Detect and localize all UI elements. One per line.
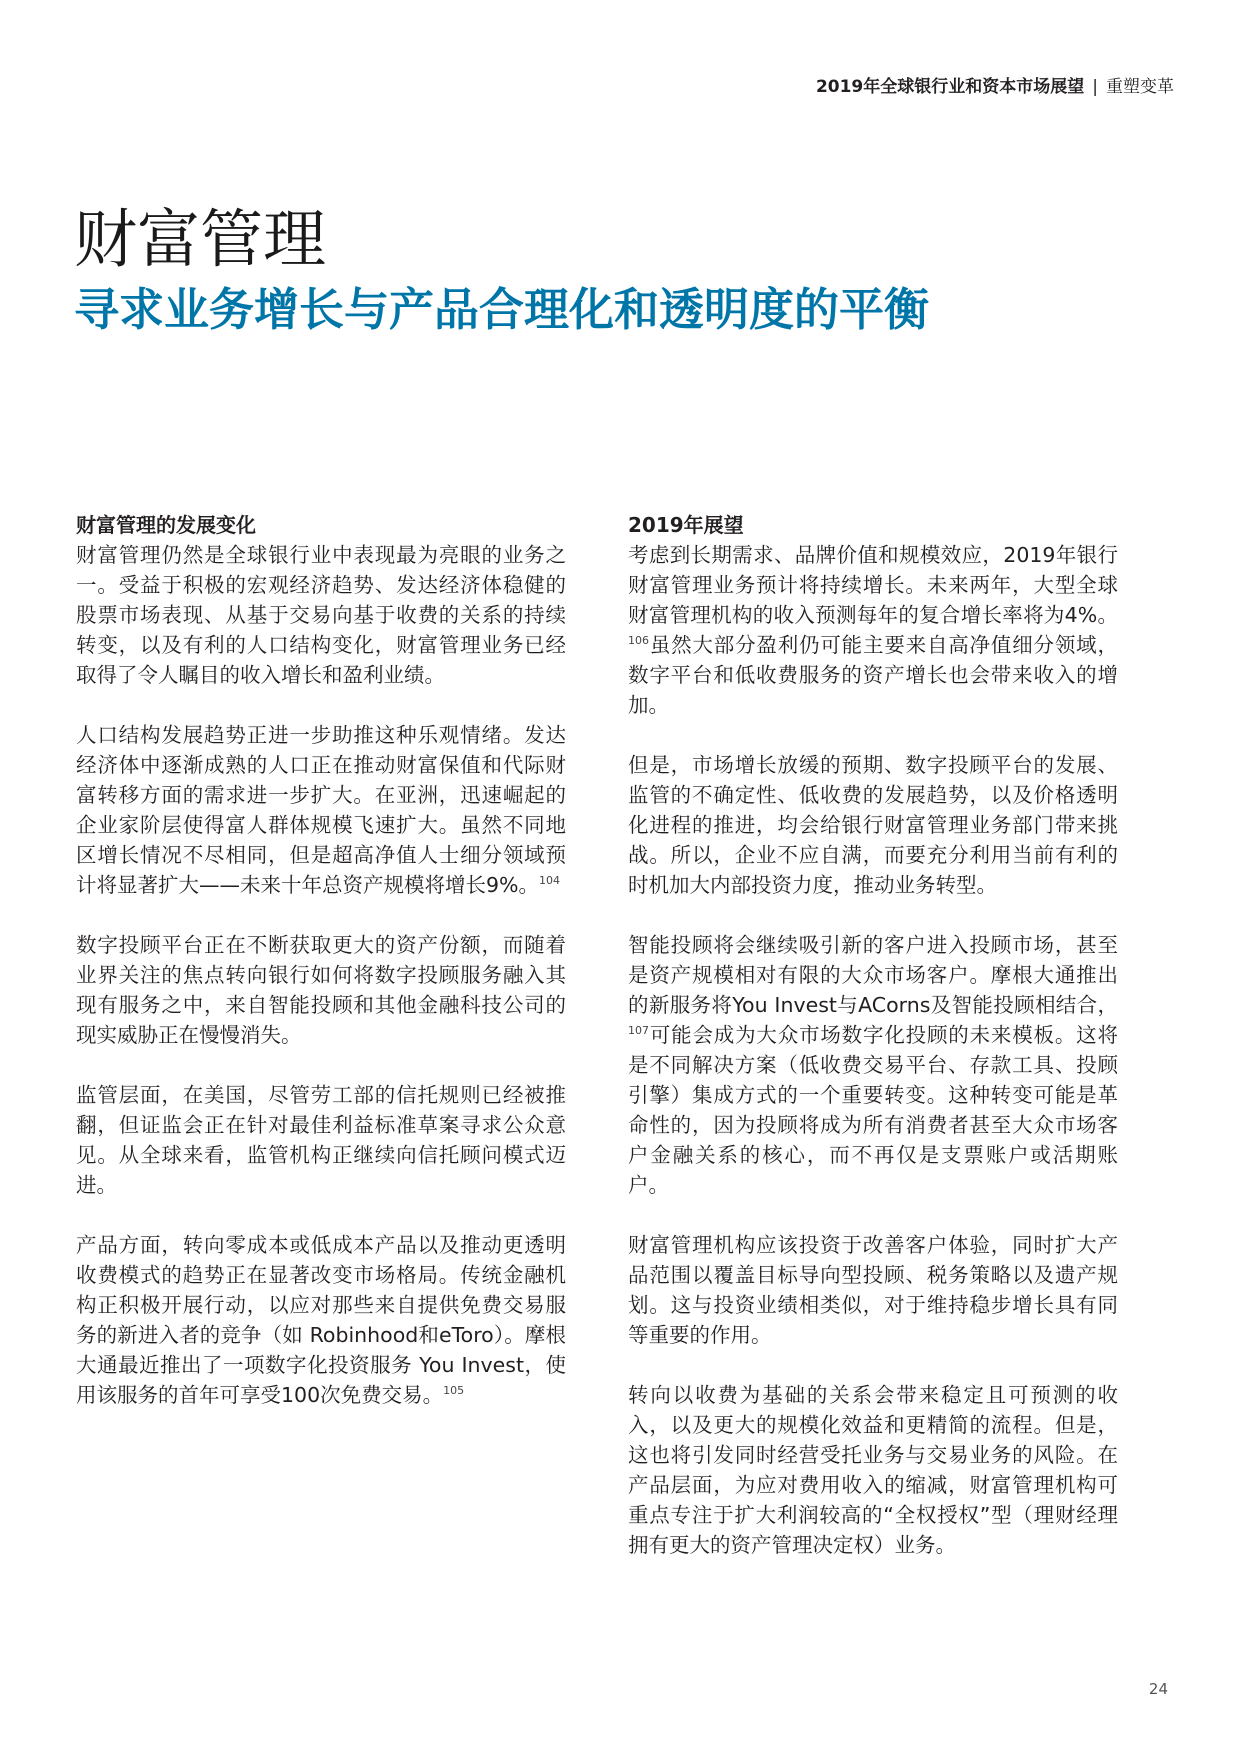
header-separator: | bbox=[1092, 77, 1098, 97]
page-title: 财富管理 bbox=[74, 203, 326, 276]
paragraph: 但是，市场增长放缓的预期、数字投顾平台的发展、监管的不确定性、低收费的发展趋势，以及价格透明化进程的推进，均会给银行财富管理业务部门带来挑战。所以，企业不应自满，而要充分利用当前有利的时机加大内部投资力度，推动业务转型。 bbox=[628, 753, 1118, 897]
paragraph: 监管层面，在美国，尽管劳工部的信托规则已经被推翻，但证监会正在针对最佳利益标准草案寻求公众意见。从全球来看，监管机构正继续向信托顾问模式迈进。 bbox=[76, 1083, 566, 1197]
footnote-ref[interactable]: 105 bbox=[443, 1384, 465, 1398]
paragraph: 财富管理仍然是全球银行业中表现最为亮眼的业务之一。受益于积极的宏观经济趋势、发达经济体稳健的股票市场表现、从基于交易向基于收费的关系的持续转变，以及有利的人口结构变化，财富管理业务已经取得了令人瞩目的收入增长和盈利业绩。 bbox=[76, 543, 566, 687]
footnote-ref[interactable]: 104 bbox=[539, 874, 561, 888]
paragraph: 财富管理机构应该投资于改善客户体验，同时扩大产品范围以覆盖目标导向型投顾、税务策略以及遗产规划。这与投资业绩相类似，对于维持稳步增长具有同等重要的作用。 bbox=[628, 1233, 1118, 1347]
running-header bbox=[816, 72, 1174, 97]
paragraph: 智能投顾将会继续吸引新的客户进入投顾市场，甚至是资产规模相对有限的大众市场客户。摩根大通推出的新服务将You Invest与ACorns及智能投顾相结合，$^{107}$可能会成为大众市场数字化投顾的未来模板。这将是不同解决方案（低收费交易平台、存款工具、投顾引擎）集成方式的一个重要转变。这种转变可能是革命性的，因为投顾将成为所有消费者甚至大众市场客户金融关系的核心，而不再仅是支票账户或活期账户。 bbox=[628, 933, 1118, 1197]
paragraph: 人口结构发展趋势正进一步助推这种乐观情绪。发达经济体中逐渐成熟的人口正在推动财富保值和代际财富转移方面的需求进一步扩大。在亚洲，迅速崛起的企业家阶层使得富人群体规模飞速扩大。虽然不同地区增长情况不尽相同，但是超高净值人士细分领域预计将显著扩大——未来十年总资产规模将增长9%。$^{104}$ bbox=[76, 723, 566, 897]
paragraph: 产品方面，转向零成本或低成本产品以及推动更透明收费模式的趋势正在显著改变市场格局。传统金融机构正积极开展行动，以应对那些来自提供免费交易服务的新进入者的竞争（如 Robinhood和eToro）。摩根大通最近推出了一项数字化投资服务 You Invest，使用该服务的首年可享受100次免费交易。$^{105}$ bbox=[76, 1233, 566, 1407]
right-column-heading: 2019年展望 bbox=[628, 513, 744, 537]
footnote-ref[interactable]: 107 bbox=[628, 1024, 649, 1038]
report-title: 2019年全球银行业和资本市场展望 bbox=[815, 77, 1085, 97]
paragraph: 数字投顾平台正在不断获取更大的资产份额，而随着业界关注的焦点转向银行如何将数字投顾服务融入其现有服务之中，来自智能投顾和其他金融科技公司的现实威胁正在慢慢消失。 bbox=[76, 933, 566, 1047]
paragraph: 转向以收费为基础的关系会带来稳定且可预测的收入，以及更大的规模化效益和更精简的流程。但是，这也将引发同时经营受托业务与交易业务的风险。在产品层面，为应对费用收入的缩减，财富管理机构可重点专注于扩大利润较高的“全权授权”型（理财经理拥有更大的资产管理决定权）业务。 bbox=[628, 1383, 1118, 1557]
left-column bbox=[76, 510, 566, 1440]
right-column bbox=[628, 510, 1118, 1590]
section-name: 重塑变革 bbox=[1106, 77, 1174, 97]
paragraph: 考虑到长期需求、品牌价值和规模效应，2019年银行财富管理业务预计将持续增长。未来两年，大型全球财富管理机构的收入预测每年的复合增长率将为4%。$^{106}$虽然大部分盈利仍可能主要来自高净值细分领域，数字平台和低收费服务的资产增长也会带来收入的增加。 bbox=[628, 543, 1118, 717]
page-subtitle: 寻求业务增长与产品合理化和透明度的平衡 bbox=[74, 283, 930, 336]
page-number: 24 bbox=[1148, 1680, 1168, 1698]
footnote-ref[interactable]: 106 bbox=[628, 634, 649, 648]
left-column-heading: 财富管理的发展变化 bbox=[76, 513, 256, 537]
